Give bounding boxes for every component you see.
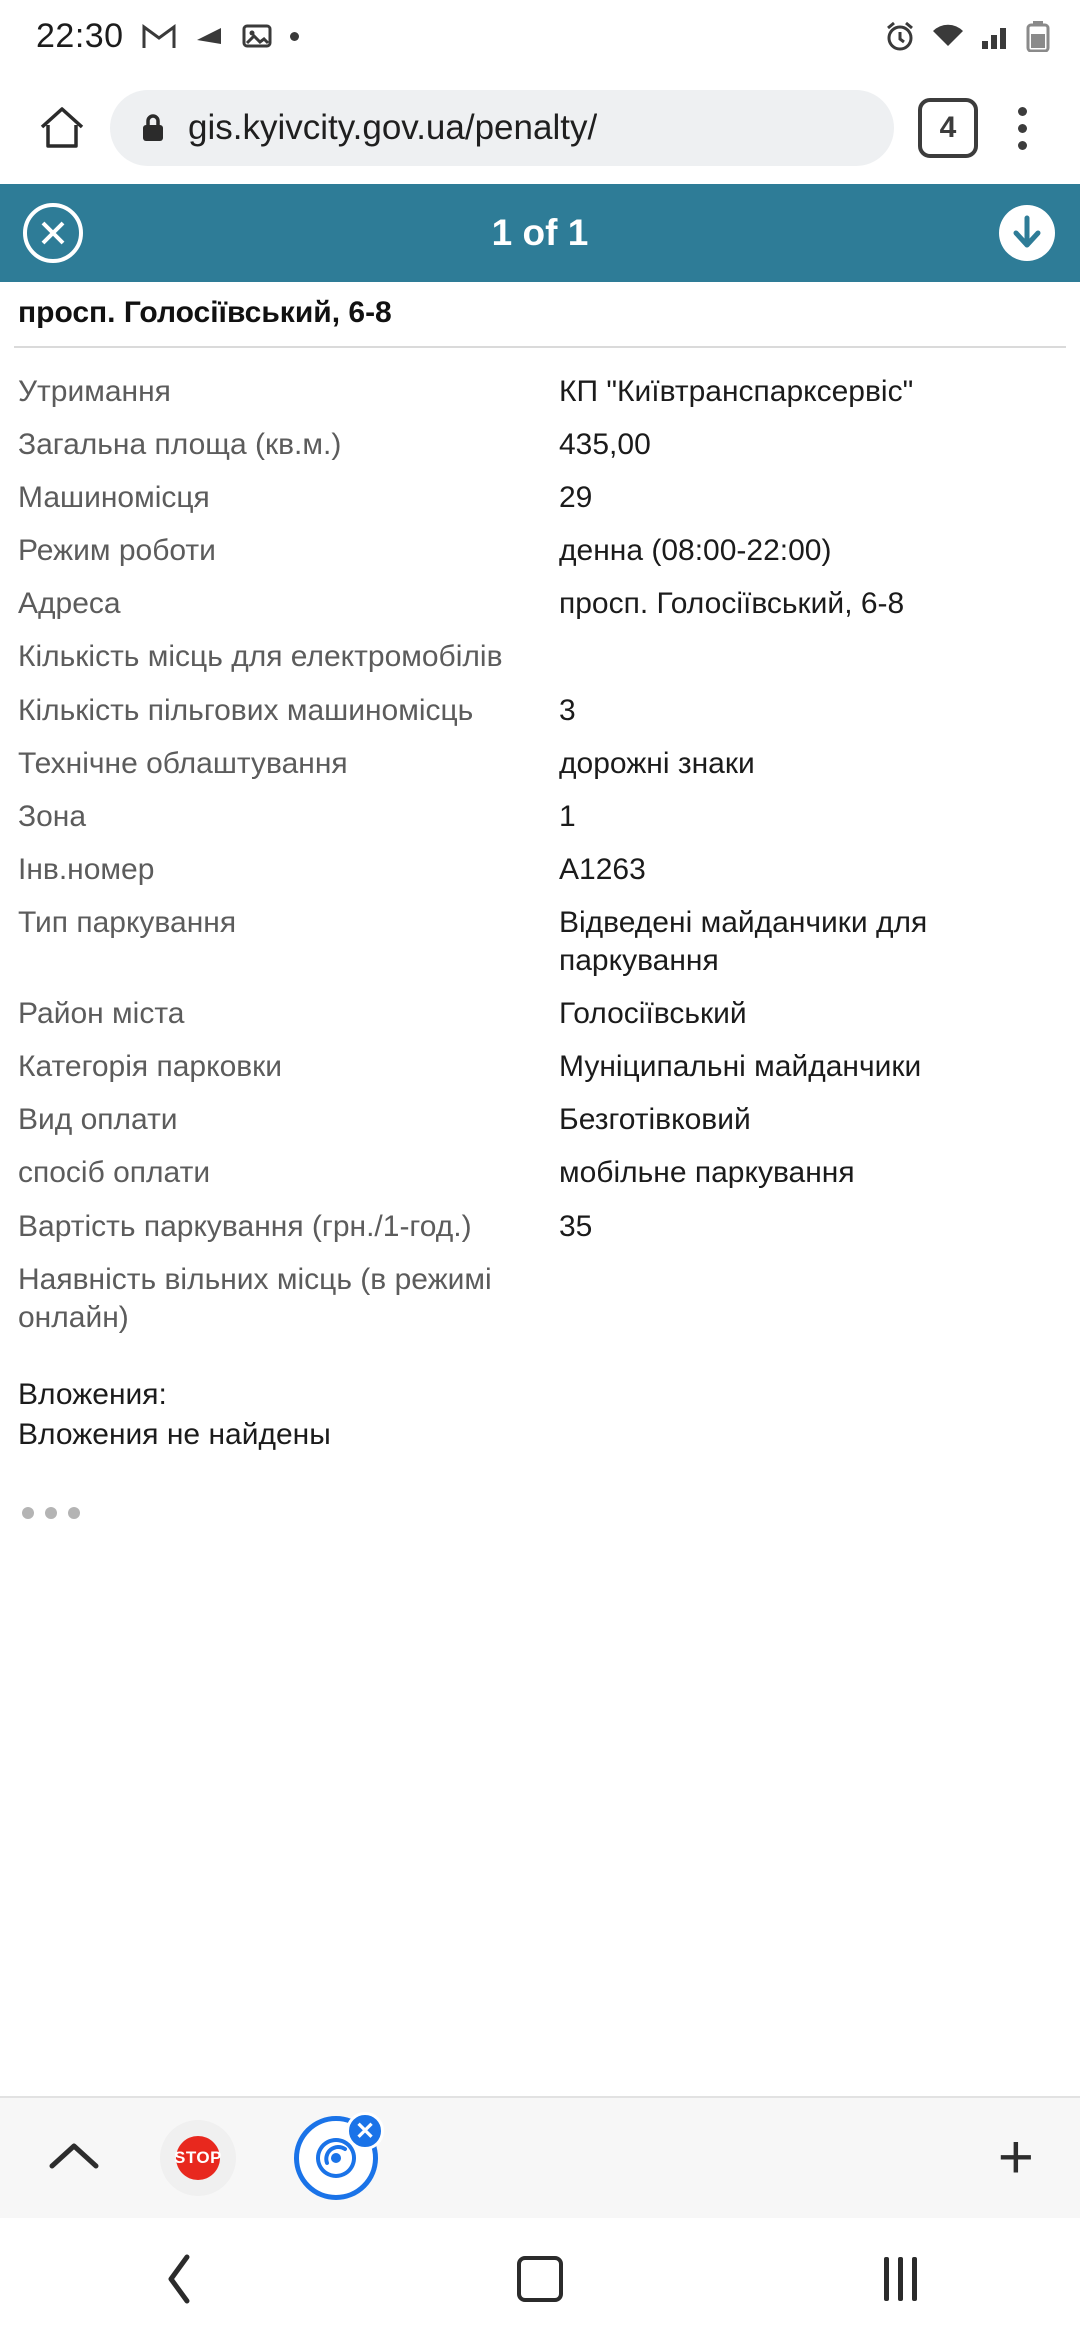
home-square-icon[interactable] [470,2218,610,2340]
field-value: КП "Київтранспарксервіс" [559,375,914,408]
field-value: 435,00 [559,428,651,462]
lock-icon [138,111,168,145]
table-row [14,631,1066,684]
battery-icon [1026,20,1050,52]
table-row [14,738,1066,791]
field-value: Безготівковий [559,1103,751,1137]
system-nav-bar [0,2218,1080,2340]
stop-extension-button[interactable] [160,2120,236,2196]
attachments-section [14,1345,1066,1455]
status-bar-right [884,20,1050,52]
extension-toolbar-left [46,2116,378,2200]
field-value: просп. Голосіївський, 6-8 [559,587,905,621]
more-ellipsis-icon[interactable] [14,1455,1066,1519]
status-bar [0,0,1080,72]
table-row [14,1094,1066,1147]
field-value: Муніципальні майданчики [559,1050,922,1084]
table-row [14,419,1066,472]
table-row [14,897,1066,988]
page-title: просп. Голосіївський, 6-8 [18,296,392,329]
download-circle-icon[interactable] [996,202,1058,264]
image-icon [242,22,272,50]
table-row [14,1201,1066,1254]
field-value: 1 [559,799,576,833]
field-value: 35 [559,1209,593,1243]
field-value: 3 [559,693,576,727]
field-label: Кількість місць для електромобілів [18,640,503,674]
status-clock: 22:30 [36,16,124,55]
url-bar[interactable] [110,90,894,166]
table-row [14,791,1066,844]
signal-icon [980,21,1012,51]
back-chevron-icon[interactable] [110,2218,250,2340]
browser-toolbar [0,72,1080,184]
close-circle-icon[interactable] [22,202,84,264]
status-bar-left [36,17,299,56]
field-label: Інв.номер [18,852,155,886]
field-label: Кількість пільгових машиномісць [18,693,474,727]
table-row [14,578,1066,631]
add-extension-button[interactable]: + [997,2123,1034,2192]
glasp-close-badge[interactable]: ✕ [346,2112,384,2150]
table-row [14,525,1066,578]
table-row [14,1147,1066,1200]
field-value: мобільне паркування [559,1156,855,1190]
field-label: Машиномісця [18,481,210,515]
chevron-up-icon[interactable] [46,2130,102,2186]
wifi-icon [930,21,966,51]
attachments-heading: Вложения: [18,1377,167,1411]
muted-bell-icon [194,22,224,50]
field-label: Загальна площа (кв.м.) [18,428,342,462]
dot-indicator [290,32,299,41]
field-label: Вид оплати [18,1103,178,1137]
field-label: Адреса [18,587,121,621]
field-label: Тип паркування [18,905,237,939]
url-text: gis.kyivcity.gov.ua/penalty/ [188,108,598,147]
field-label: Утримання [18,375,171,408]
recents-bars-icon[interactable] [830,2218,970,2340]
field-label: Технічне облаштування [18,746,348,780]
home-icon[interactable] [26,92,98,164]
popup-title: 1 of 1 [491,212,589,253]
extension-toolbar [0,2096,1080,2218]
table-row [14,685,1066,738]
table-row [14,844,1066,897]
field-label: Категорія парковки [18,1050,283,1084]
field-label: Зона [18,799,87,833]
glasp-extension-button[interactable] [294,2116,378,2200]
tab-count-button[interactable]: 4 [918,98,978,158]
alarm-icon [884,20,916,52]
field-label: Вартість паркування (грн./1-год.) [18,1209,472,1243]
field-list [14,366,1066,1345]
field-label: Наявність вільних місць (в режимі онлайн) [18,1262,492,1334]
field-value: Голосіївський [559,997,747,1031]
field-value: А1263 [559,852,646,886]
field-label: спосіб оплати [18,1156,211,1190]
table-row [14,1041,1066,1094]
stop-label: STOP [176,2136,220,2180]
field-value: Відведені майданчики для паркування [559,905,928,978]
field-label: Район міста [18,997,185,1031]
kebab-menu-icon[interactable] [990,92,1054,164]
field-value: 29 [559,481,593,515]
gmail-icon [142,22,176,50]
table-row [14,472,1066,525]
attachments-empty-text: Вложения не найдены [18,1417,331,1451]
table-row [14,988,1066,1041]
field-value: денна (08:00-22:00) [559,534,832,568]
popup-header [0,184,1080,282]
table-row [14,1254,1066,1345]
field-value: дорожні знаки [559,746,755,780]
table-row [14,366,1066,419]
field-label: Режим роботи [18,534,216,568]
record-panel [0,282,1080,1519]
title-divider [14,346,1066,348]
